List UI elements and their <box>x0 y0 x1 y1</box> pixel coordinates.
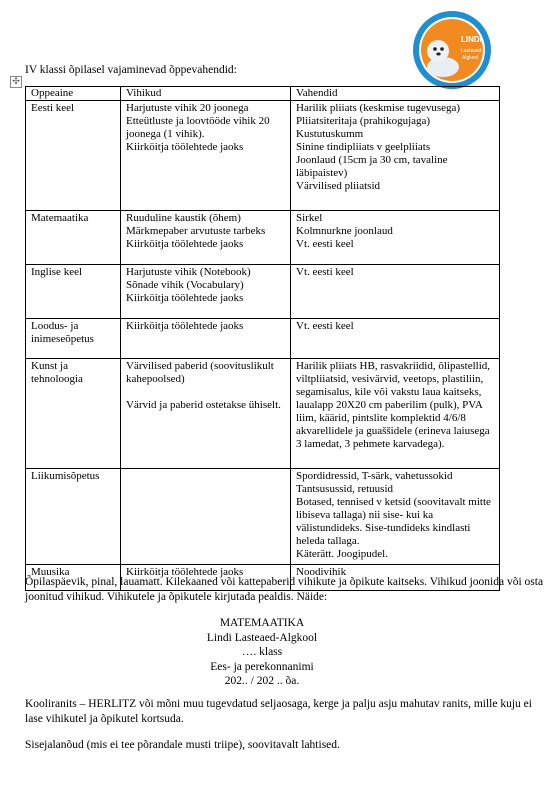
notebooks-cell: Ruuduline kaustik (õhem) Märkmepaber arvutuste tarbeks Kiirköitja töölehtede jaoks <box>121 211 291 265</box>
notebooks-cell: Kiirköitja töölehtede jaoks <box>121 319 291 359</box>
table-row <box>26 211 500 265</box>
subject-cell: Liikumisõpetus <box>26 469 121 565</box>
supplies-cell: Sirkel Kolmnurkne joonlaud Vt. eesti keel <box>291 211 500 265</box>
table-row <box>26 359 500 469</box>
table-row <box>26 265 500 319</box>
supplies-cell: Vt. eesti keel <box>291 265 500 319</box>
schoolbag-paragraph: Kooliranits – HERLITZ või mõni muu tugevdatud seljaosaga, kerge ja palju asju mahutav ranits, mille kuju ei lase vihikutel ja õpikutel kortsuda. <box>25 698 532 725</box>
example-class: …. klass <box>241 646 283 658</box>
example-subject: MATEMAATIKA <box>219 617 305 629</box>
table-move-handle-icon[interactable]: ✣ <box>10 76 22 88</box>
svg-text:Lasteaed-: Lasteaed- <box>461 48 484 54</box>
subject-cell: Muusika <box>26 565 121 591</box>
school-logo <box>411 9 493 91</box>
notebooks-cell <box>121 469 291 565</box>
example-school: Lindi Lasteaed-Algkool <box>206 631 318 644</box>
supplies-cell: Harilik pliiats HB, rasvakriidid, õlipastellid, viltpliiatsid, vesivärvid, veetops, plastiliin, segamisalus, kile või vakstu laua kaitseks, laualapp 20X20 cm paberilim (pulk), PVA liim, käärid, pintslite komplektid 4/6/8 akvarellidele ja guaššidele (erineva laiusega 3 lamedat, 3 pehmete karvadega). <box>291 359 500 469</box>
table-row <box>26 101 500 211</box>
subject-cell: Inglise keel <box>26 265 121 319</box>
svg-text:Algkool: Algkool <box>462 55 479 61</box>
page-heading: IV klassi õpilasel vajaminevad õppevahendid: <box>25 64 237 76</box>
supplies-cell: Spordidressid, T-särk, vahetussokid Tantsusussid, retuusid Botased, tennised v ketsid (soovitavalt mitte libiseva tallaga) nii sise- kui ka välistundideks. Sise-tundideks kindlasti heleda tallaga. Käterätt. Joogipudel. <box>291 469 500 565</box>
label-example <box>25 616 499 689</box>
svg-text:LINDI: LINDI <box>461 35 482 44</box>
notebooks-cell: Kiirköitja töölehtede jaoks <box>121 565 291 591</box>
notebooks-cell: Harjutuste vihik 20 joonega Etteütluste ja loovtööde vihik 20 joonega (1 vihik). Kiirköitja töölehtede jaoks <box>121 101 291 211</box>
seal-head-icon <box>427 40 449 62</box>
subject-cell: Kunst ja tehnoloogia <box>26 359 121 469</box>
column-header: Vahendid <box>291 87 500 101</box>
column-header: Oppeaine <box>26 87 121 101</box>
supplies-note: Õpilaspäevik, pinal, lauamatt. Kilekaaned või kattepaberid vihikute ja õpikute kaitseks. Vihikud joonida või osta joonitud vihikud. Vihikutele ja õpikutele kirjutada pealdis. Näide: <box>25 576 544 603</box>
notebooks-cell: Harjutuste vihik (Notebook) Sõnade vihik (Vocabulary) Kiirköitja töölehtede jaoks <box>121 265 291 319</box>
indoor-shoes-paragraph: Sisejalanõud (mis ei tee põrandale musti triipe), soovitavalt lahtised. <box>25 739 340 751</box>
notebooks-cell: Värvilised paberid (soovituslikult kahepoolsed) Värvid ja paberid ostetakse ühiselt. <box>121 359 291 469</box>
table-header-row <box>26 87 500 101</box>
subject-cell: Matemaatika <box>26 211 121 265</box>
example-year: 202.. / 202 .. õa. <box>224 675 300 687</box>
supplies-cell: Noodivihik <box>291 565 500 591</box>
supplies-cell: Harilik pliiats (keskmise tugevusega) Pliiatsiteritaja (prahikogujaga) Kustutuskumm Sinine tindipliiats v geelpliiats Joonlaud (15cm ja 30 cm, tavaline läbipaistev) Värvilised pliiatsid <box>291 101 500 211</box>
example-name: Ees- ja perekonnanimi <box>210 660 314 673</box>
column-header: Vihikud <box>121 87 291 101</box>
subject-cell: Eesti keel <box>26 101 121 211</box>
table-row <box>26 319 500 359</box>
table-row <box>26 469 500 565</box>
subject-cell: Loodus- ja inimeseõpetus <box>26 319 121 359</box>
supplies-table <box>25 86 500 591</box>
supplies-cell: Vt. eesti keel <box>291 319 500 359</box>
